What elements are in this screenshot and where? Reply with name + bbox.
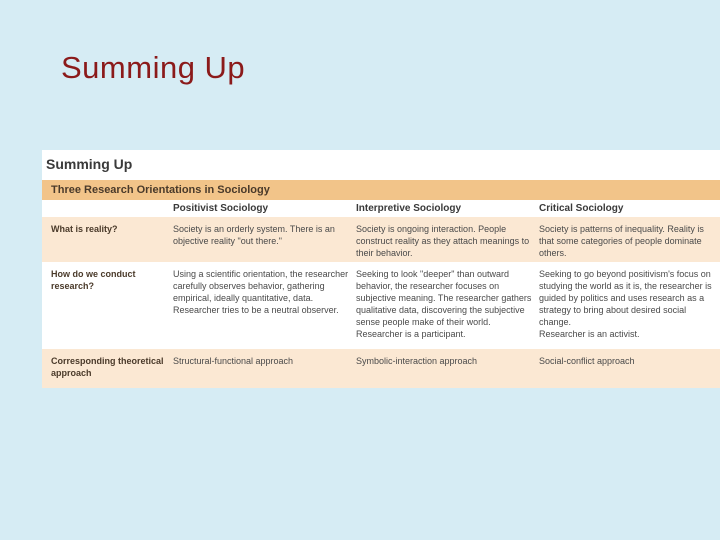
table-row-research (42, 262, 720, 349)
row-question: Corresponding theoretical approach (51, 356, 164, 378)
table-cell (356, 223, 532, 259)
cell-text: Structural-functional approach (173, 356, 294, 366)
row-question: How do we conduct research? (51, 269, 136, 291)
cell-text: Society is patterns of inequality. Reality is that some categories of people dominate others. (539, 224, 704, 258)
table-row-theory (42, 349, 720, 388)
table-title-band (42, 180, 720, 200)
table-cell (173, 223, 349, 247)
column-header-positivist: Positivist Sociology (173, 203, 269, 214)
cell-text: Seeking to look "deeper" than outward behavior, the researcher focuses on subjective meaning. The researcher gathers qualitative data, discovering the subjective sense people make of their world. (356, 269, 532, 327)
table-cell (356, 355, 532, 367)
table-row-reality (42, 217, 720, 262)
figure-heading: Summing Up (46, 156, 133, 172)
cell-text: Social-conflict approach (539, 356, 635, 366)
table-title: Three Research Orientations in Sociology (51, 184, 270, 196)
table-cell (356, 268, 532, 340)
cell-text: Researcher is an activist. (539, 329, 640, 339)
cell-text: Society is ongoing interaction. People construct reality as they attach meanings to their behavior. (356, 224, 530, 258)
table-cell (539, 355, 715, 367)
table-cell (539, 268, 715, 340)
slide-title: Summing Up (61, 50, 246, 85)
cell-text: Researcher tries to be a neutral observer. (173, 305, 339, 315)
cell-text: Society is an orderly system. There is an objective reality "out there." (173, 224, 335, 246)
column-header-row (42, 201, 720, 217)
column-header-critical: Critical Sociology (539, 203, 624, 214)
column-header-interpretive: Interpretive Sociology (356, 203, 462, 214)
cell-text: Symbolic-interaction approach (356, 356, 478, 366)
cell-text: Seeking to go beyond positivism's focus on studying the world as it is, the researcher is guided by politics and uses research as a strategy to bring about desired social change. (539, 269, 712, 327)
table-cell (173, 355, 349, 367)
row-question: What is reality? (51, 224, 118, 234)
cell-text: Researcher is a participant. (356, 329, 466, 339)
table-cell (173, 268, 349, 316)
cell-text: Using a scientific orientation, the researcher carefully observes behavior, gathering empirical, ideally quantitative, data. (173, 269, 349, 303)
table-cell (539, 223, 715, 259)
summary-table-figure (42, 150, 720, 388)
